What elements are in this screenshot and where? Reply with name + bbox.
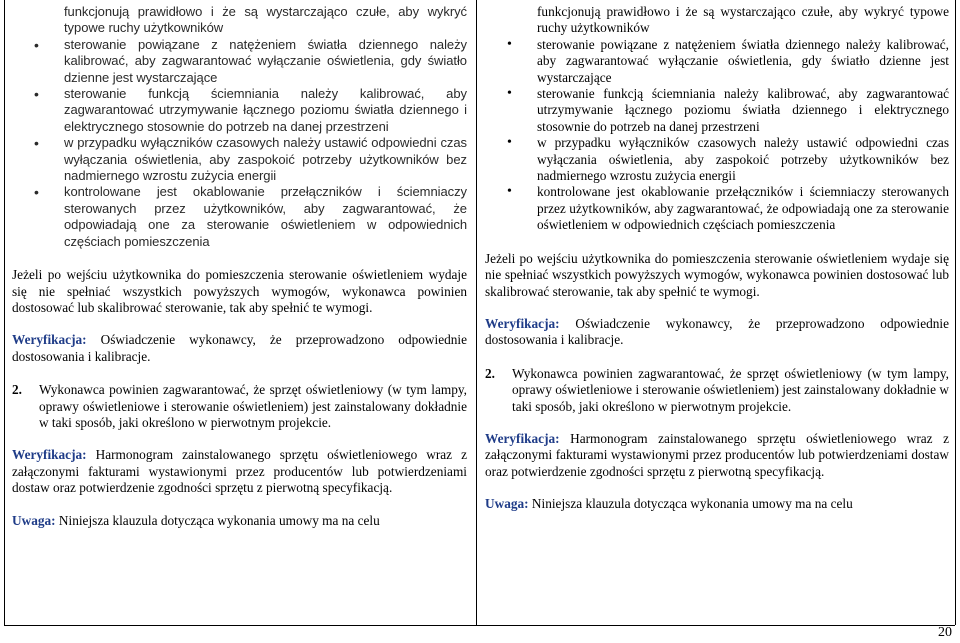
right-border	[955, 0, 956, 625]
note-label: Uwaga:	[485, 496, 529, 512]
note	[485, 496, 949, 512]
verification-text: Harmonogram zainstalowanego sprzętu oświetleniowego wraz z załączonymi fakturami wystawionymi przez producentów lub potwierdzeniami dostaw oraz potwierdzenie zgodności sprzętu z pierwotną specyfikacją.	[12, 447, 467, 496]
left-bullet-list	[12, 4, 467, 250]
item-text: Wykonawca powinien zagwarantować, że sprzęt oświetleniowy (w tym lampy, oprawy oświetleniowe i sterowanie oświetleniem) jest zainstalowany dokładnie w taki sposób, jaki określono w pierwotnym projekcie.	[39, 382, 467, 430]
right-bullet-list	[485, 4, 949, 234]
list-item	[12, 184, 467, 250]
right-column	[477, 0, 955, 625]
list-item	[12, 37, 467, 86]
bullet-icon: •	[507, 184, 512, 200]
note-text: Niniejsza klauzula dotycząca wykonania umowy ma na celu	[528, 496, 853, 512]
list-item	[485, 4, 949, 37]
list-item-text: sterowanie powiązane z natężeniem światła dziennego należy kalibrować, aby zagwarantować wyłączanie oświetlenia, gdy światło dzienne jest wystarczające	[64, 36, 467, 85]
verification-text: Harmonogram zainstalowanego sprzętu oświetleniowego wraz z załączonymi fakturami wystawionymi przez producentów lub potwierdzeniami dostaw oraz potwierdzenie zgodności sprzętu z pierwotną specyfikacją.	[485, 430, 949, 479]
numbered-item-2	[12, 382, 467, 431]
note	[12, 513, 467, 529]
list-item-text: funkcjonują prawidłowo i że są wystarczająco czułe, aby wykryć typowe ruchy użytkowników	[64, 4, 467, 36]
verification-text: Oświadczenie wykonawcy, że przeprowadzono odpowiednie dostosowania i kalibracje.	[12, 332, 467, 364]
bullet-icon: •	[34, 184, 39, 201]
verification-1	[12, 332, 467, 365]
item-text: Wykonawca powinien zagwarantować, że sprzęt oświetleniowy (w tym lampy, oprawy oświetleniowe i sterowanie oświetleniem) jest zainstalowany dokładnie w taki sposób, jaki określono w pierwotnym projekcie.	[512, 365, 949, 414]
list-item-text: w przypadku wyłączników czasowych należy ustawić odpowiedni czas wyłączania oświetlenia, aby zaspokoić potrzeby użytkowników bez nadmiernego wzrostu zużycia energii	[64, 135, 467, 184]
verification-label: Weryfikacja:	[485, 315, 560, 331]
bullet-icon: •	[34, 135, 39, 152]
list-item-text: w przypadku wyłączników czasowych należy ustawić odpowiedni czas wyłączania oświetlenia, aby zaspokoić potrzeby użytkowników bez nadmiernego wzrostu zużycia energii	[537, 135, 949, 184]
list-item	[485, 184, 949, 233]
verification-1	[485, 316, 949, 349]
list-item	[12, 135, 467, 184]
paragraph-adjustment: Jeżeli po wejściu użytkownika do pomieszczenia sterowanie oświetleniem wydaje się nie spełniać wszystkich powyższych wymogów, wykonawca powinien dostosować lub skalibrować sterowanie, tak aby spełnić te wymogi.	[485, 250, 949, 299]
note-text: Niniejsza klauzula dotycząca wykonania umowy ma na celu	[55, 512, 380, 528]
bullet-icon: •	[34, 36, 39, 53]
verification-label: Weryfikacja:	[12, 332, 87, 348]
list-item-text: sterowanie funkcją ściemniania należy kalibrować, aby zagwarantować utrzymywanie łącznego poziomu światła dziennego i elektrycznego stosownie do potrzeb na danej przestrzeni	[537, 86, 949, 134]
numbered-item-2	[485, 366, 949, 415]
paragraph-adjustment: Jeżeli po wejściu użytkownika do pomieszczenia sterowanie oświetleniem wydaje się nie spełniać wszystkich powyższych wymogów, wykonawca powinien dostosować lub skalibrować sterowanie, tak aby spełnić te wymogi.	[12, 267, 467, 315]
list-item-text: funkcjonują prawidłowo i że są wystarczająco czułe, aby wykryć typowe ruchy użytkowników	[537, 4, 949, 36]
list-item	[485, 37, 949, 86]
note-label: Uwaga:	[12, 512, 56, 528]
list-item-text: sterowanie funkcją ściemniania należy kalibrować, aby zagwarantować utrzymywanie łącznego poziomu światła dziennego i elektrycznego stosownie do potrzeb na danej przestrzeni	[64, 86, 467, 134]
list-item	[485, 135, 949, 184]
bullet-icon: •	[507, 86, 512, 102]
item-number: 2.	[485, 365, 495, 381]
list-item	[12, 86, 467, 135]
verification-label: Weryfikacja:	[485, 430, 560, 446]
verification-2	[12, 447, 467, 496]
verification-2	[485, 431, 949, 480]
list-item-text: kontrolowane jest okablowanie przełączników i ściemniaczy sterowanych przez użytkowników, aby zagwarantować, że odpowiadają one za sterowanie oświetleniem w odpowiednich częściach pomieszczenia	[537, 184, 949, 233]
left-column	[4, 0, 475, 625]
list-item	[485, 86, 949, 135]
list-item	[12, 4, 467, 37]
list-item-text: kontrolowane jest okablowanie przełączników i ściemniaczy sterowanych przez użytkowników, aby zagwarantować, że odpowiadają one za sterowanie oświetleniem w odpowiednich częściach pomieszczenia	[64, 184, 467, 249]
page-number: 20	[938, 624, 952, 640]
bottom-border	[4, 625, 955, 626]
bullet-icon: •	[34, 86, 39, 103]
verification-label: Weryfikacja:	[12, 447, 87, 463]
bullet-icon: •	[507, 135, 512, 151]
item-number: 2.	[12, 382, 22, 398]
bullet-icon: •	[507, 36, 512, 52]
verification-text: Oświadczenie wykonawcy, że przeprowadzono odpowiednie dostosowania i kalibracje.	[485, 315, 949, 348]
list-item-text: sterowanie powiązane z natężeniem światła dziennego należy kalibrować, aby zagwarantować wyłączanie oświetlenia, gdy światło dzienne jest wystarczające	[537, 36, 949, 85]
